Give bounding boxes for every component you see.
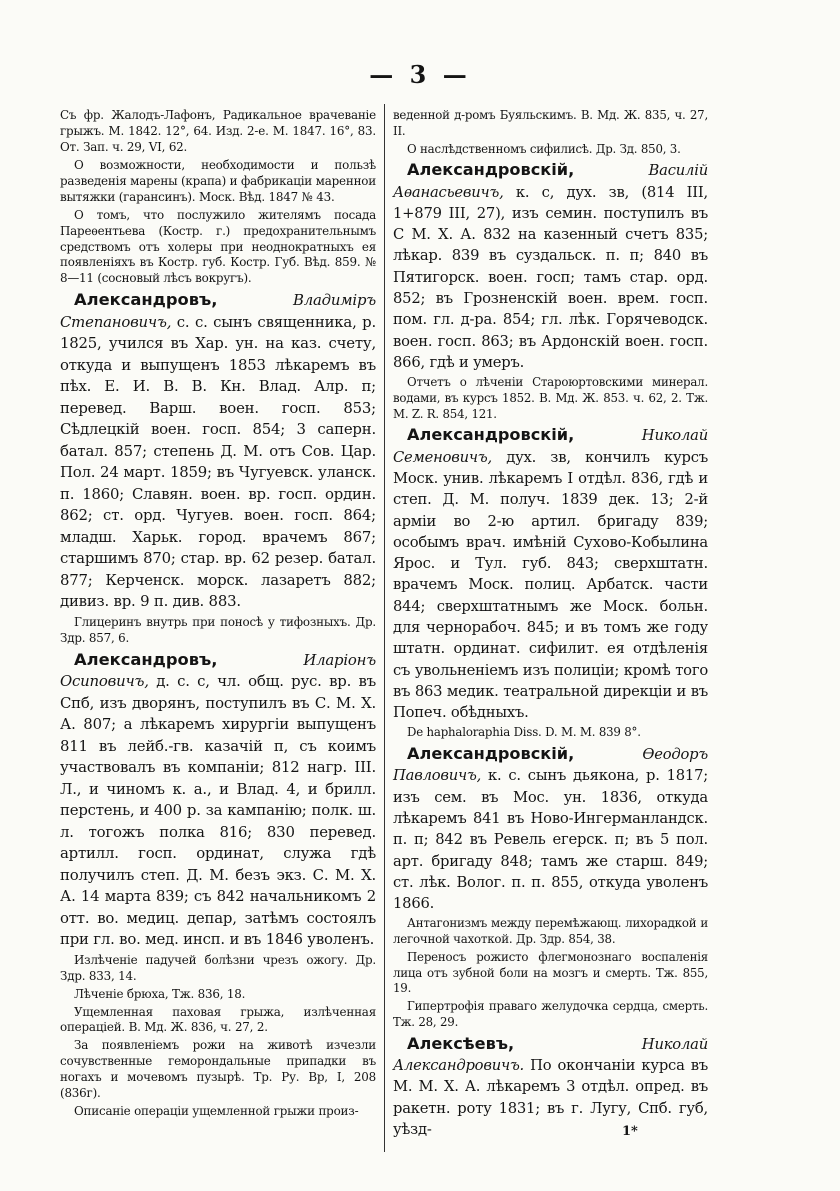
bibliography-item: Антагонизмъ между перемѣжающ. лихорадкой и легочной чахоткой. Др. Здр. 854, 38. [393,916,708,947]
entry-surname: Александровскiй, [407,160,575,180]
entry-body: дух. зв, кончилъ курсъ Моск. унив. лѣкаремъ I отдѣл. 836, гдѣ и степ. Д. М. получ. 1839 дек. 13; 2-й армiи во 2-ю артил. бригаду 839; особымъ врач. имѣнiй Сухово-Кобылина Ярос. и Тул. губ. 843; сверхштатн. врачемъ Моск. полиц. Арбатск. части 844; сверхштатнымъ же Моск. больн. для чернорабоч. 845; и въ томъ же году штатн. ординат. сифилит. ея отдѣленiя съ увольненiемъ изъ полицiи; кромѣ того въ 863 медик. театральной дирекцiи и въ Попеч. обѣдныхъ. [393,448,708,722]
biography-entry [393,743,708,914]
biography-entry [393,424,708,723]
bibliography-item: О возможности, необходимости и пользѣ разведенiя марены (крапа) и фабрикацiи мареннои вытяжки (гарансинъ). Моск. Вѣд. 1847 № 43. [60,157,376,204]
signature-mark: 1* [622,1124,638,1139]
entry-given-names: Владимiръ Степановичъ, [60,291,376,331]
left-column [60,106,376,1122]
bibliography-continuation: Съ фр. Жалодъ-Лафонъ, Радикальное врачеванiе грыжъ. М. 1842. 12°, 64. Изд. 2-е. М. 1847. 16°, 83. От. Зап. ч. 29, VI, 62. [60,108,376,154]
entry-body: с. с. сынъ священника, р. 1825, учился въ Хар. ун. на каз. счету, откуда и выпущенъ 1853 лѣкаремъ въ пѣх. Е. И. В. В. Кн. Влад. Алр. п; перевед. Варш. воен. госп. 853; Сѣдлецкiй воен. госп. 854; 3 саперн. батал. 857; степень Д. М. отъ Сов. Цар. Пол. 24 март. 1859; въ Чугуевск. уланск. п. 1860; Славян. воен. вр. госп. ордин. 862; ст. орд. Чугуев. воен. госп. 864; младш. Харьк. город. врачемъ 867; старшимъ 870; стар. вр. 62 резер. батал. 877; Керченск. морск. лазаретъ 882; дивиз. вр. 9 п. див. 883. [60,312,376,611]
entry-body: к. с, дух. зв, (814 III, 1+879 III, 27), изъ семин. поступилъ въ С М. Х. А. 832 на казенный счетъ 835; лѣкар. 839 въ суздальск. п. п; 840 въ Пятигорск. воен. госп; тамъ стар. орд. 852; въ Грозненскiй воен. врем. госп. пом. гл. д-ра. 854; гл. лѣк. Горячеводск. воен. госп. 863; въ Ардонскiй воен. госп. 866, гдѣ и умеръ. [393,183,708,371]
bibliography-continuation: веденной д-ромъ Буяльскимъ. В. Мд. Ж. 835, ч. 27, II. [393,108,708,138]
entry-body: По окончанiи курса въ М. М. Х. А. лѣкаремъ 3 отдѣл. опред. въ ракетн. роту 1831; въ г. Лугу, Спб. губ, уѣзд- [393,1057,708,1138]
bibliography-item: Описанiе операцiи ущемленной грыжи произ- [74,1104,359,1119]
bibliography-item: Ущемленная паховая грыжа, излѣченная операцiей. В. Мд. Ж. 836, ч. 27, 2. [60,1004,376,1035]
entry-body: к. с. сынъ дьякона, р. 1817; изъ сем. въ Мос. ун. 1836, откуда лѣкаремъ 841 въ Ново-Ингерманландск. п. п; 842 въ Ревель егерск. п; въ 5 пол. арт. бригаду 848; тамъ же старш. 849; ст. лѣк. Волог. п. п. 855, откуда уволенъ 1866. [393,767,708,913]
entry-surname: Алексѣевъ, [407,1033,515,1053]
entry-given-names: Иларiонъ Осиповичъ, [60,650,376,691]
entry-given-names: Николай Семеновичъ, [393,427,708,466]
biography-entry [393,1033,708,1140]
entry-given-names: Василiй Аѳанасьевичъ, [393,162,708,201]
biography-entry [60,289,376,613]
column-divider [384,104,385,1152]
page-number: — 3 — [369,60,471,89]
bibliography-item: Переносъ рожисто флегмонознаго воспаленiя лица отъ зубной боли на мозгъ и смерть. Тж. 855, 19. [393,949,708,996]
bibliography-item: Излѣченiе падучей болѣзни чрезъ ожогу. Др. Здр. 833, 14. [60,952,376,983]
bibliography-item: О наслѣдственномъ сифилисѣ. Др. Зд. 850, 3. [407,141,681,156]
right-column [393,106,708,1140]
bibliography-item: De haphalоraphia Diss. D. M. M. 839 8°. [407,725,641,740]
bibliography-item: Глицеринъ внутрь при поносѣ у тифозныхъ. Др. Здр. 857, 6. [60,614,376,645]
bibliography-item: Лѣченiе брюха, Тж. 836, 18. [74,986,246,1001]
entry-surname: Александровъ, [74,290,218,310]
biography-entry [393,159,708,373]
entry-surname: Александровскiй, [407,425,575,445]
biography-entry [60,649,376,951]
bibliography-item: Отчетъ о лѣченiи Староюртовскими минерал. водами, въ курсъ 1852. В. Мд. Ж. 853. ч. 62, 2. Тж. М. Z. R. 854, 121. [393,375,708,421]
entry-body: д. с. с, чл. общ. рус. вр. въ Спб, изъ дворянъ, поступилъ въ С. М. Х. А. 807; а лѣкаремъ хирургiи выпущенъ 811 въ лейб.-гв. казачiй п, съ коимъ участвовалъ въ компанiи; 812 нагр. III. Л., и чиномъ к. а., и Влад. 4, и брилл. перстень, и 400 р. за кампанiю; полк. ш. л. тогожъ полка 816; 830 перевед. артилл. госп. ординат, служа гдѣ получилъ степ. Д. М. безъ экз. С. М. Х. А. 14 марта 839; съ 842 начальникомъ 2 отт. во. медиц. депар, затѣмъ состоялъ при гл. во. мед. инсп. и въ 1846 уволенъ. [60,672,376,949]
bibliography-item: О томъ, что послужило жителямъ посада Пареѳентьева (Костр. г.) предохранительнымъ средствомъ отъ холеры при неоднократныхъ ея появленiяхъ въ Костр. губ. Костр. Губ. Вѣд. 859. № 8—11 (сосновый лѣсъ вокругъ). [60,207,376,286]
entry-surname: Александровъ, [74,649,218,669]
entry-given-names: Николай Александровичъ. [393,1035,708,1074]
entry-surname: Александровскiй, [407,744,575,764]
bibliography-item: Гипертрофiя праваго желудочка сердца, смерть. Тж. 28, 29. [393,999,708,1029]
entry-given-names: Ѳеодоръ Павловичъ, [393,746,708,785]
bibliography-item: За появленiемъ рожи на животѣ изчезли сочувственные геморондальные припадки въ ногахъ и мочевомъ пузырѣ. Тр. Ру. Вр, I, 208 (836г). [60,1038,376,1101]
